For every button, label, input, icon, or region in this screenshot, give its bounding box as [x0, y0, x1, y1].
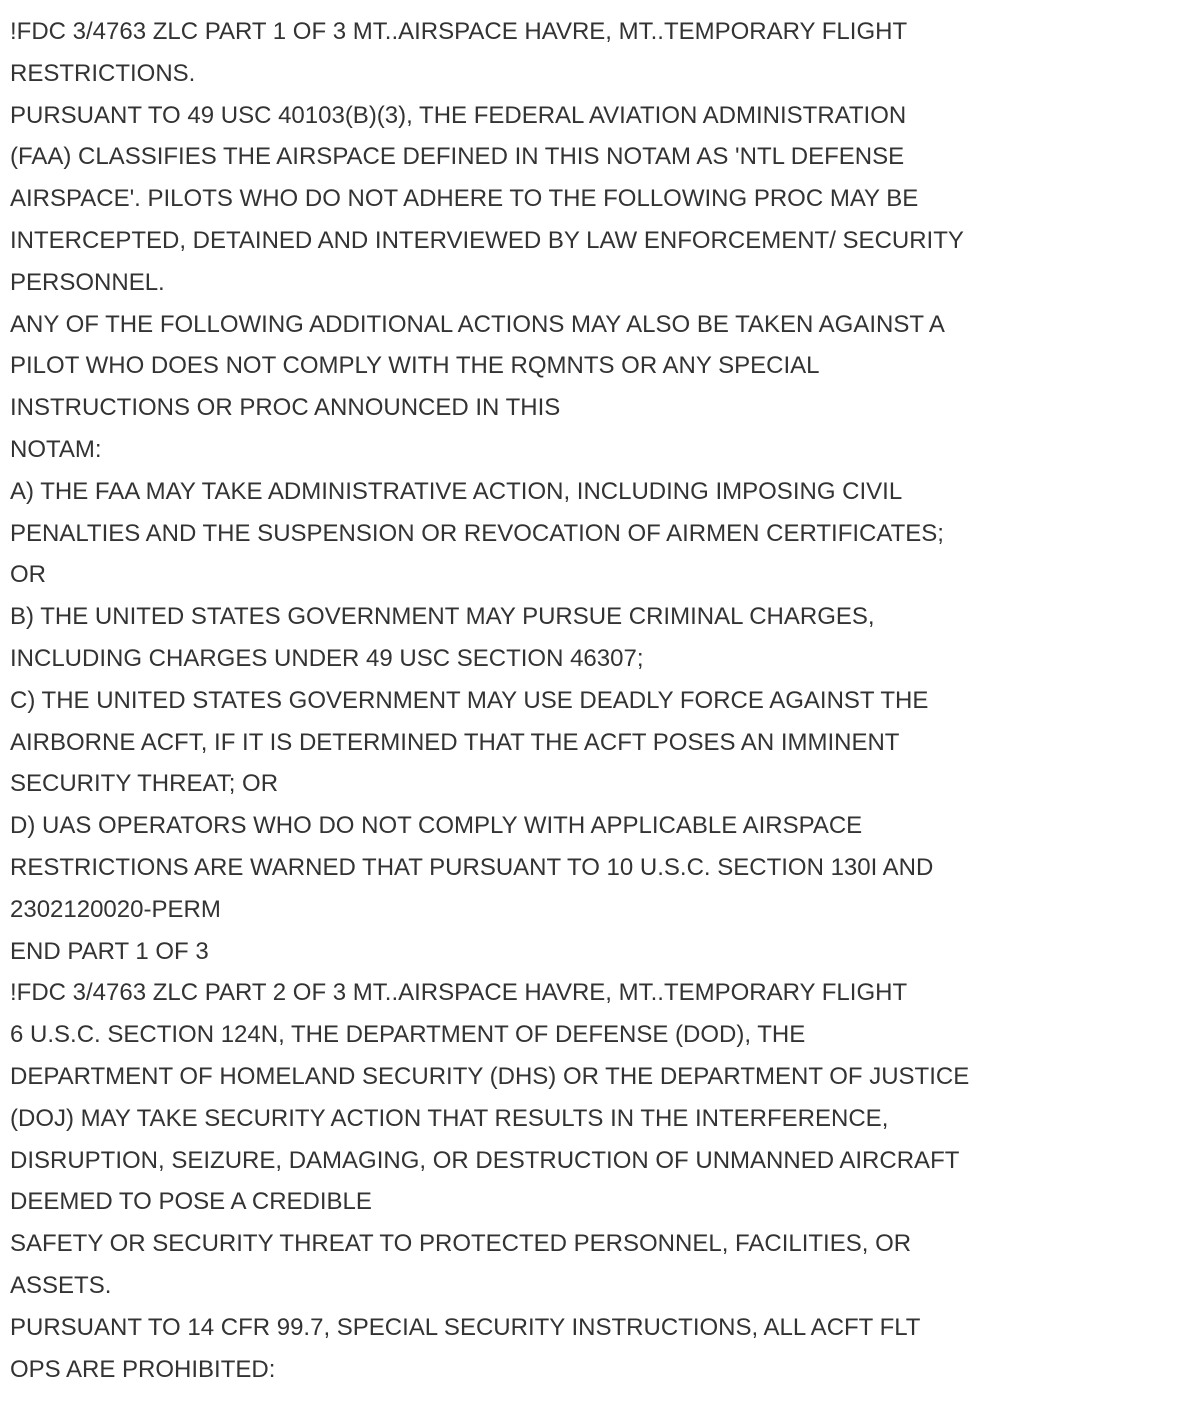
text-line: DEPARTMENT OF HOMELAND SECURITY (DHS) OR THE DEPARTMENT OF JUSTICE	[10, 1062, 970, 1090]
text-line: RESTRICTIONS ARE WARNED THAT PURSUANT TO 10 U.S.C. SECTION 130I AND	[10, 853, 934, 881]
text-line: NOTAM:	[10, 435, 102, 463]
text-line: !FDC 3/4763 ZLC PART 2 OF 3 MT..AIRSPACE HAVRE, MT..TEMPORARY FLIGHT	[10, 979, 908, 1007]
text-line: RESTRICTIONS.	[10, 59, 196, 87]
text-line: INCLUDING CHARGES UNDER 49 USC SECTION 46307;	[10, 644, 644, 672]
text-line: B) THE UNITED STATES GOVERNMENT MAY PURSUE CRIMINAL CHARGES,	[10, 603, 875, 631]
text-line: (FAA) CLASSIFIES THE AIRSPACE DEFINED IN THIS NOTAM AS 'NTL DEFENSE	[10, 143, 905, 171]
text-line: 2302120020-PERM	[10, 895, 221, 923]
text-line: PURSUANT TO 14 CFR 99.7, SPECIAL SECURITY INSTRUCTIONS, ALL ACFT FLT	[10, 1313, 921, 1341]
text-line: AIRSPACE'. PILOTS WHO DO NOT ADHERE TO THE FOLLOWING PROC MAY BE	[10, 185, 919, 213]
text-line: (DOJ) MAY TAKE SECURITY ACTION THAT RESULTS IN THE INTERFERENCE,	[10, 1104, 889, 1132]
text-line: C) THE UNITED STATES GOVERNMENT MAY USE DEADLY FORCE AGAINST THE	[10, 686, 929, 714]
text-line: PURSUANT TO 49 USC 40103(B)(3), THE FEDERAL AVIATION ADMINISTRATION	[10, 101, 907, 129]
text-line: !FDC 3/4763 ZLC PART 1 OF 3 MT..AIRSPACE HAVRE, MT..TEMPORARY FLIGHT	[10, 18, 908, 45]
text-line: D) UAS OPERATORS WHO DO NOT COMPLY WITH APPLICABLE AIRSPACE	[10, 812, 863, 840]
text-line: DISRUPTION, SEIZURE, DAMAGING, OR DESTRUCTION OF UNMANNED AIRCRAFT	[10, 1146, 960, 1174]
text-line: INSTRUCTIONS OR PROC ANNOUNCED IN THIS	[10, 394, 561, 422]
text-line: A) THE FAA MAY TAKE ADMINISTRATIVE ACTION, INCLUDING IMPOSING CIVIL	[10, 477, 903, 505]
text-line: OR	[10, 561, 46, 589]
text-line: PENALTIES AND THE SUSPENSION OR REVOCATION OF AIRMEN CERTIFICATES;	[10, 519, 944, 547]
text-line: PERSONNEL.	[10, 268, 165, 296]
text-line: 6 U.S.C. SECTION 124N, THE DEPARTMENT OF DEFENSE (DOD), THE	[10, 1021, 806, 1049]
text-line: ANY OF THE FOLLOWING ADDITIONAL ACTIONS MAY ALSO BE TAKEN AGAINST A	[10, 310, 945, 338]
text-line: SECURITY THREAT; OR	[10, 770, 279, 798]
text-line: DEEMED TO POSE A CREDIBLE	[10, 1188, 372, 1216]
text-line: INTERCEPTED, DETAINED AND INTERVIEWED BY LAW ENFORCEMENT/ SECURITY	[10, 226, 964, 254]
text-line: ASSETS.	[10, 1271, 112, 1299]
notam-text	[10, 11, 1170, 1390]
text-line: SAFETY OR SECURITY THREAT TO PROTECTED PERSONNEL, FACILITIES, OR	[10, 1230, 912, 1258]
text-line: AIRBORNE ACFT, IF IT IS DETERMINED THAT THE ACFT POSES AN IMMINENT	[10, 728, 900, 756]
text-line: OPS ARE PROHIBITED:	[10, 1355, 276, 1383]
text-line: END PART 1 OF 3	[10, 937, 209, 965]
text-line: PILOT WHO DOES NOT COMPLY WITH THE RQMNTS OR ANY SPECIAL	[10, 352, 820, 380]
